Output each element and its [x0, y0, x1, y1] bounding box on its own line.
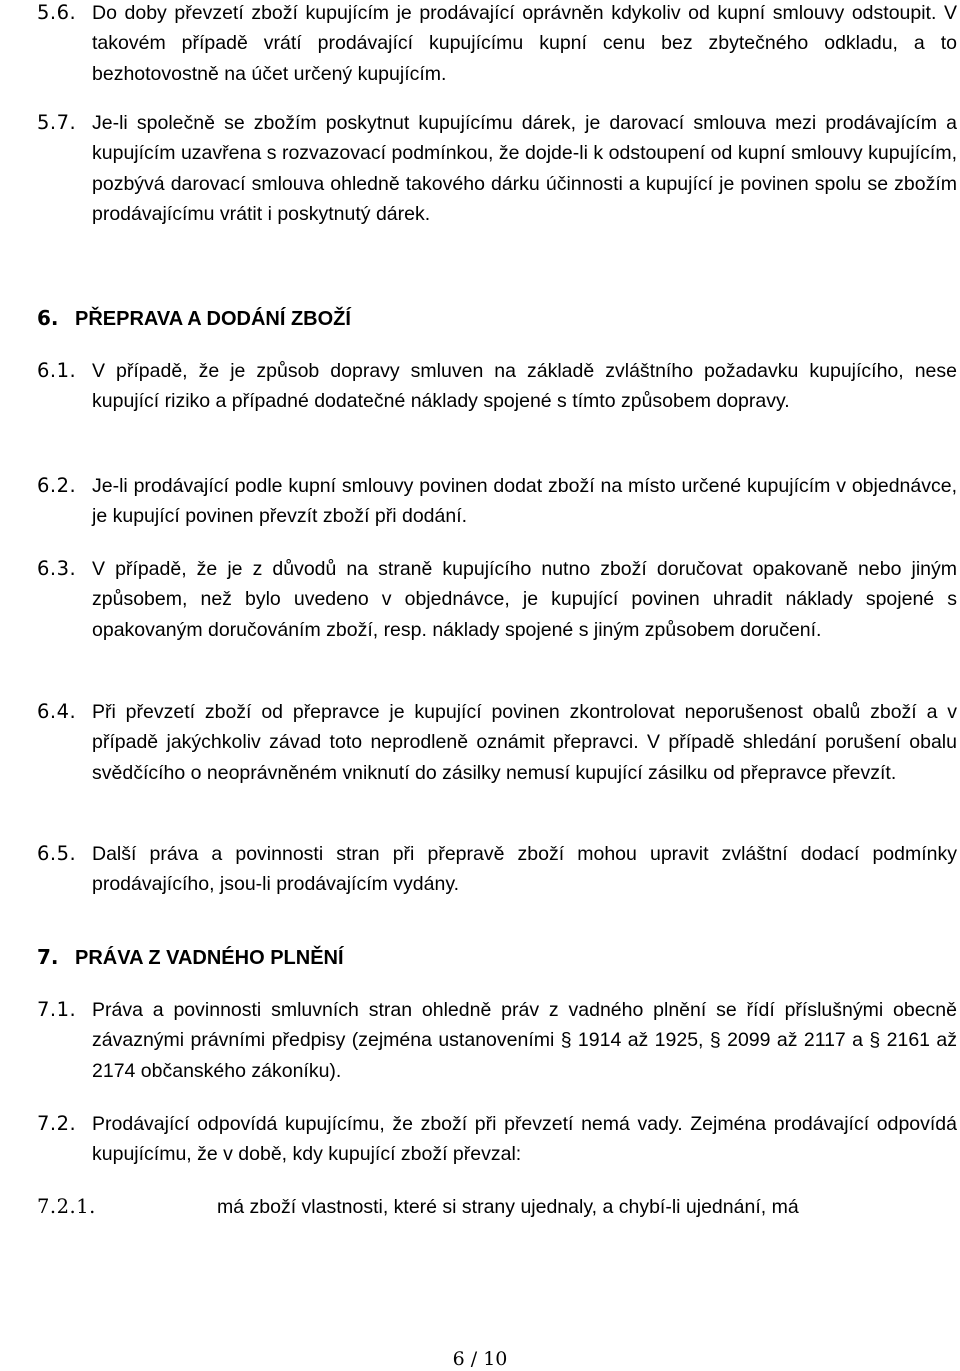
clause-number: 6.1.: [37, 359, 77, 382]
clause-number: 5.6.: [37, 1, 77, 24]
clause-7-1: [37, 995, 957, 1086]
clause-6-3: [37, 554, 957, 645]
clause-text: má zboží vlastnosti, které si strany ujednaly, a chybí-li ujednání, má: [217, 1196, 799, 1218]
clause-text: Je-li prodávající podle kupní smlouvy povinen dodat zboží na místo určené kupujícím v objednávce, je kupující povinen převzít zboží při dodání.: [92, 475, 957, 528]
clause-number: 6.5.: [37, 842, 77, 865]
clause-6-5: [37, 839, 957, 900]
clause-text: Práva a povinnosti smluvních stran ohledně práv z vadného plnění se řídí příslušnými obecně závaznými právními předpisy (zejména ustanoveními § 1914 až 1925, § 2099 až 2117 a § 2161 až 2174 občanského zákoníku).: [92, 999, 957, 1082]
clause-text: V případě, že je způsob dopravy smluven na základě zvláštního požadavku kupujícího, nese kupující riziko a případné dodatečné náklady spojené s tímto způsobem dopravy.: [92, 360, 957, 413]
clause-number: 6.2.: [37, 474, 77, 497]
clause-number: 7.2.1.: [37, 1195, 96, 1218]
clause-text: Další práva a povinnosti stran při přepravě zboží mohou upravit zvláštní dodací podmínky prodávajícího, jsou-li prodávajícím vydány.: [92, 843, 957, 896]
heading-number: 6.: [37, 306, 59, 330]
clause-text: Při převzetí zboží od přepravce je kupující povinen zkontrolovat neporušenost obalů zboží a v případě jakýchkoliv závad toto neprodleně oznámit přepravci. V případě shledání porušení obalu svědčícího o neoprávněném vniknutí do zásilky nemusí kupující zásilku od přepravce převzít.: [92, 701, 957, 784]
heading-text: PRÁVA Z VADNÉHO PLNĚNÍ: [75, 947, 344, 969]
section-heading-7: [37, 945, 344, 970]
clause-6-1: [37, 356, 957, 417]
clause-7-2-1: [37, 1192, 957, 1222]
heading-text: PŘEPRAVA A DODÁNÍ ZBOŽÍ: [75, 308, 351, 330]
clause-number: 7.1.: [37, 998, 77, 1021]
heading-number: 7.: [37, 945, 59, 969]
clause-number: 5.7.: [37, 111, 77, 134]
clause-5-6: [37, 0, 957, 89]
section-heading-6: [37, 306, 351, 331]
clause-6-2: [37, 471, 957, 532]
clause-number: 6.4.: [37, 700, 77, 723]
clause-number: 6.3.: [37, 557, 77, 580]
page-number: 6 / 10: [452, 1348, 508, 1370]
clause-5-7: [37, 108, 957, 230]
clause-text: Je-li společně se zbožím poskytnut kupujícímu dárek, je darovací smlouva mezi prodávajícím a kupujícím uzavřena s rozvazovací podmínkou, že dojde-li k odstoupení od kupní smlouvy kupujícím, pozbývá darovací smlouva ohledně takového dárku účinnosti a kupující je povinen spolu se zbožím prodávajícímu vrátit i poskytnutý dárek.: [92, 112, 957, 226]
clause-text: V případě, že je z důvodů na straně kupujícího nutno zboží doručovat opakovaně nebo jiným způsobem, než bylo uvedeno v objednávce, je kupující povinen uhradit náklady spojené s opakovaným doručováním zboží, resp. náklady spojené s jiným způsobem doručení.: [92, 558, 957, 641]
clause-text: Prodávající odpovídá kupujícímu, že zboží při převzetí nemá vady. Zejména prodávající odpovídá kupujícímu, že v době, kdy kupující zboží převzal:: [92, 1113, 957, 1166]
clause-6-4: [37, 697, 957, 788]
clause-text: Do doby převzetí zboží kupujícím je prodávající oprávněn kdykoliv od kupní smlouvy odstoupit. V takovém případě vrátí prodávající kupujícímu kupní cenu bez zbytečného odkladu, a to bezhotovostně na účet určený kupujícím.: [92, 2, 957, 85]
clause-7-2: [37, 1109, 957, 1170]
clause-number: 7.2.: [37, 1112, 77, 1135]
